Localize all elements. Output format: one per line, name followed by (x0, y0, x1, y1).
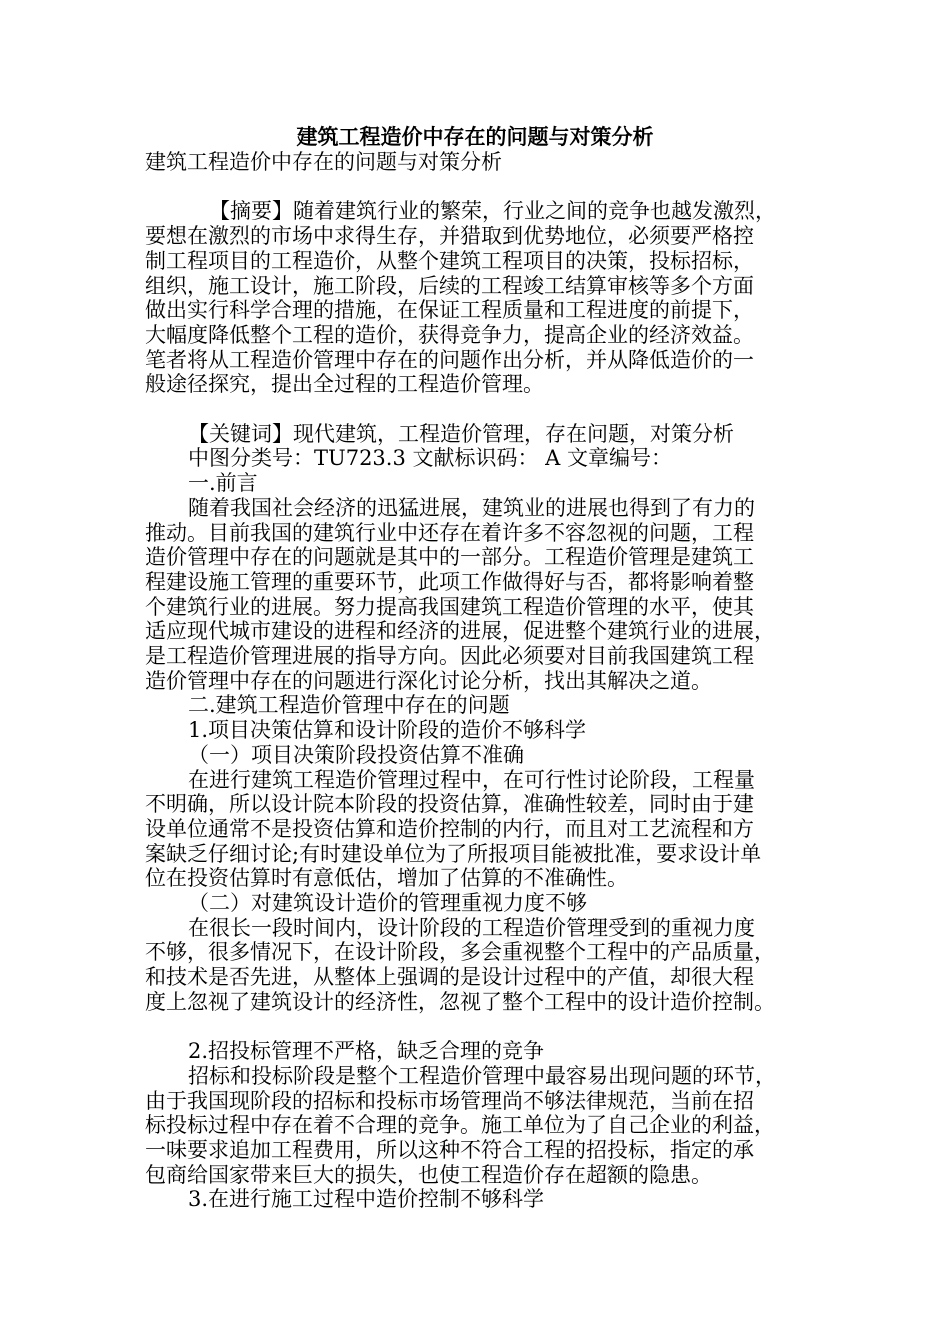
abstract-line: 般途径探究，提出全过程的工程造价管理。 (145, 372, 544, 397)
paragraph-line: 设单位通常不是投资估算和造价控制的内行，而且对工艺流程和方 (145, 816, 754, 841)
paragraph-line: 不明确，所以设计院本阶段的投资估算，准确性较差，同时由于建 (145, 792, 754, 817)
section-paragraph (145, 496, 810, 694)
section-heading: 一.前言 (188, 471, 258, 496)
paragraph-line: 个建筑行业的进展。努力提高我国建筑工程造价管理的水平，使其 (145, 594, 754, 619)
paragraph-line: 度上忽视了建筑设计的经济性，忽视了整个工程中的设计造价控制。 (145, 989, 775, 1014)
abstract-line: 【摘要】随着建筑行业的繁荣，行业之间的竞争也越发激烈， (209, 199, 776, 224)
blank-line (145, 397, 810, 422)
abstract-line: 笔者将从工程造价管理中存在的问题作出分析，并从降低造价的一 (145, 347, 754, 372)
abstract-line: 做出实行科学合理的措施，在保证工程质量和工程进度的前提下， (145, 298, 754, 323)
paragraph-line: 造价管理中存在的问题就是其中的一部分。工程造价管理是建筑工 (145, 545, 754, 570)
document-body (145, 150, 810, 1212)
abstract-line: 组织，施工设计，施工阶段，后续的工程竣工结算审核等多个方面 (145, 273, 754, 298)
paragraph-line: 标投标过程中存在着不合理的竞争。施工单位为了自己企业的利益， (145, 1113, 775, 1138)
paragraph-line: 招标和投标阶段是整个工程造价管理中最容易出现问题的环节， (188, 1063, 776, 1088)
paragraph-line: 包商给国家带来巨大的损失，也使工程造价存在超额的隐患。 (145, 1162, 712, 1187)
section-heading: 二.建筑工程造价管理中存在的问题 (188, 693, 510, 718)
abstract-line: 制工程项目的工程造价，从整个建筑工程项目的决策，投标招标， (145, 248, 754, 273)
document-subtitle: 建筑工程造价中存在的问题与对策分析 (145, 150, 502, 174)
abstract-line: 大幅度降低整个工程的造价，获得竞争力，提高企业的经济效益。 (145, 322, 754, 347)
section-paragraph (145, 1064, 810, 1188)
paragraph-line: 造价管理中存在的问题进行深化讨论分析，找出其解决之道。 (145, 668, 712, 693)
paragraph-line: 在很长一段时间内，设计阶段的工程造价管理受到的重视力度 (188, 915, 755, 940)
section-paragraph (145, 916, 810, 1015)
sub-subsection-heading: （二）对建筑设计造价的管理重视力度不够 (188, 891, 587, 916)
document-title: 建筑工程造价中存在的问题与对策分析 (296, 125, 654, 149)
paragraph-line: 推动。目前我国的建筑行业中还存在着许多不容忽视的问题，工程 (145, 520, 754, 545)
classification-line: 中图分类号：TU723.3 文献标识码： A 文章编号： (188, 446, 673, 471)
paragraph-line: 一味要求追加工程费用，所以这种不符合工程的招投标，指定的承 (145, 1138, 754, 1163)
subsection-heading: 3.在进行施工过程中造价控制不够科学 (188, 1187, 545, 1212)
section-paragraph (145, 768, 810, 892)
paragraph-line: 案缺乏仔细讨论;有时建设单位为了所报项目能被批准，要求设计单 (145, 841, 762, 866)
paragraph-line: 随着我国社会经济的迅猛进展，建筑业的进展也得到了有力的 (188, 495, 755, 520)
subsection-heading: 1.项目决策估算和设计阶段的造价不够科学 (188, 718, 587, 743)
keywords: 【关键词】现代建筑，工程造价管理，存在问题，对策分析 (188, 421, 734, 446)
paragraph-line: 和技术是否先进，从整体上强调的是设计过程中的产值，却很大程 (145, 965, 754, 990)
subsection-heading: 2.招投标管理不严格，缺乏合理的竞争 (188, 1039, 545, 1064)
paragraph-line: 在进行建筑工程造价管理过程中，在可行性讨论阶段，工程量 (188, 767, 755, 792)
paragraph-line: 位在投资估算时有意低估，增加了估算的不准确性。 (145, 866, 628, 891)
abstract-line: 要想在激烈的市场中求得生存，并猎取到优势地位，必须要严格控 (145, 224, 754, 249)
paragraph-line: 程建设施工管理的重要环节，此项工作做得好与否，都将影响着整 (145, 569, 754, 594)
blank-line (145, 175, 810, 200)
sub-subsection-heading: （一）项目决策阶段投资估算不准确 (188, 742, 524, 767)
paragraph-line: 适应现代城市建设的进程和经济的进展，促进整个建筑行业的进展， (145, 619, 775, 644)
blank-line (145, 1015, 810, 1040)
paragraph-line: 是工程造价管理进展的指导方向。因此必须要对目前我国建筑工程 (145, 644, 754, 669)
paragraph-line: 由于我国现阶段的招标和投标市场管理尚不够法律规范，当前在招 (145, 1088, 754, 1113)
paragraph-line: 不够，很多情况下，在设计阶段，多会重视整个工程中的产品质量， (145, 940, 775, 965)
abstract (145, 199, 810, 397)
